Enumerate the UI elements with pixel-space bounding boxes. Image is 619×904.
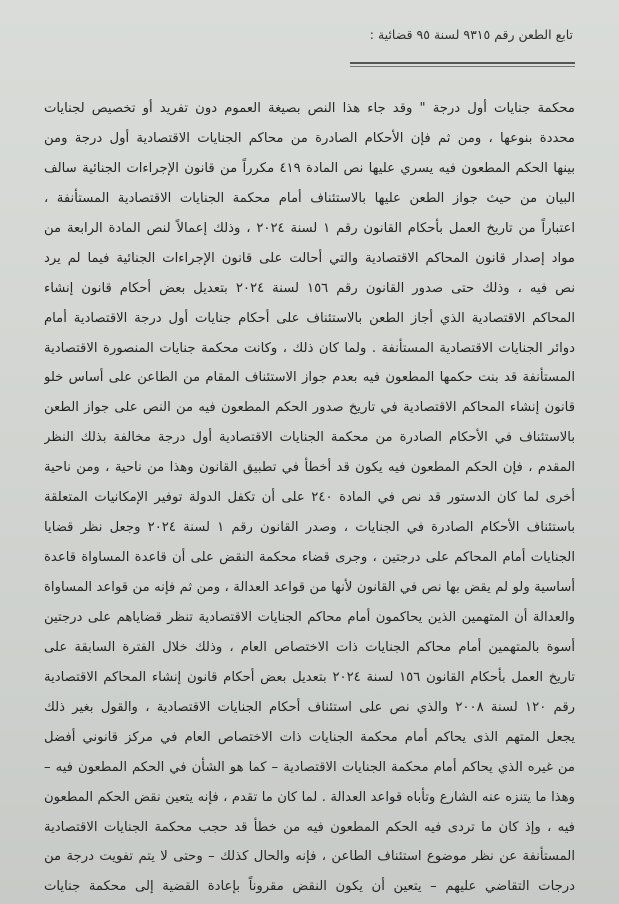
judgment-body-text xyxy=(44,94,575,902)
text-line: درجات التقاضي عليهم – يتعين أن يكون النقض مقروناً بإعادة القضية إلى محكمة جنايات xyxy=(44,879,575,895)
text-line: رقم ١٢٠ لسنة ٢٠٠٨ والذي نص على استئناف أحكام الجنايات الاقتصادية ، والقول بغير ذلك xyxy=(44,699,575,715)
text-line: محكمة جنايات أول درجة " وقد جاء هذا النص بصيغة العموم دون تفريد أو تخصيص لجنايات xyxy=(44,101,575,116)
case-continuation-header: تابع الطعن رقم ٩٣١٥ لسنة ٩٥ قضائية : xyxy=(369,27,573,42)
text-line: نص فيه ، وذلك حتى صدور القانون رقم ١٥٦ لسنة ٢٠٢٤ بتعديل بعض أحكام قانون إنشاء xyxy=(44,280,575,296)
text-line: فيه ، وإذ كان ما تردى فيه الحكم المطعون فيه من خطأ قد حجب محكمة الجنايات الاقتصادية xyxy=(44,819,575,835)
text-line: قانون إنشاء المحاكم الاقتصادية في تاريخ صدور الحكم المطعون فيه من النص على جواز الطعن xyxy=(44,400,575,416)
text-line: المستأنفة قد بنت حكمها المطعون فيه بعدم جواز الاستئناف المقام من الطاعن على أساس خلو xyxy=(44,370,575,386)
text-line: المقدم ، فإن الحكم المطعون فيه يكون قد أخطأ في تطبيق القانون وهذا من ناحية ، ومن ناحية xyxy=(44,460,575,476)
text-line: والعدالة أن المتهمين الذين يحاكمون أمام محاكم الجنايات الاقتصادية تنظر قضاياهم على درجتين xyxy=(44,609,575,625)
text-line: من غيره الذي يحاكم أمام محكمة الجنايات الاقتصادية – كما هو الشأن في الحكم المطعون فيه – xyxy=(44,759,575,775)
text-line: تاريخ العمل بأحكام القانون ١٥٦ لسنة ٢٠٢٤ بتعديل بعض أحكام قانون إنشاء المحاكم الاقتصادية xyxy=(44,669,575,685)
text-line: أسوة بالمتهمين أمام محاكم الجنايات ذات الاختصاص العام ، وذلك خلال الفترة السابقة على xyxy=(44,639,575,655)
text-line: اعتباراً من تاريخ العمل بأحكام القانون رقم ١ لسنة ٢٠٢٤ ، وذلك إعمالاً لنص المادة الرابعة من xyxy=(44,220,575,236)
text-line: يجعل المتهم الذى يحاكم أمام محكمة الجنايات ذات الاختصاص العام في مركز قانوني أفضل xyxy=(44,729,575,745)
text-line: أساسية ولو لم يقض بها نص في القانون لأنها من قواعد العدالة ، ومن ثم فإنه من قواعد المساواة xyxy=(44,580,575,595)
text-line: بالاستئناف في الأحكام الصادرة من محكمة الجنايات الاقتصادية أول درجة مخالفة بذلك النظر xyxy=(44,430,575,446)
text-line: مواد إصدار قانون المحاكم الاقتصادية والتي أحالت على قانون الإجراءات الجنائية فيما لم يرد xyxy=(44,250,575,266)
text-line: أخرى لما كان الدستور قد نص في المادة ٢٤٠ على أن تكفل الدولة توفير الإمكانيات المتعلقة xyxy=(44,490,575,506)
text-line: باستئناف الأحكام الصادرة في الجنايات ، وصدر القانون رقم ١ لسنة ٢٠٢٤ وجعل نظر قضايا xyxy=(44,520,575,536)
text-line: الجنايات أمام المحاكم على درجتين ، وجرى قضاء محكمة النقض على أن قاعدة المساواة قاعدة xyxy=(44,550,575,566)
text-line: المستأنفة عن نظر موضوع استئناف الطاعن ، فإنه والحال كذلك – وحتى لا يتم تفويت درجة من xyxy=(44,849,575,865)
text-line: بينها الحكم المطعون فيه يسري عليها نص المادة ٤١٩ مكرراً من قانون الإجراءات الجنائية سالف xyxy=(44,160,575,176)
header-double-rule xyxy=(350,62,575,67)
text-line: وهذا ما يتنزه عنه الشارع وتأباه قواعد العدالة . لما كان ما تقدم ، فإنه يتعين نقض الحكم المطعون xyxy=(44,789,575,805)
text-line: المحاكم الاقتصادية الذي أجاز الطعن بالاستئناف على أحكام جنايات أول درجة الاقتصادية أمام xyxy=(44,310,575,326)
text-line: محددة بنوعها ، ومن ثم فإن الأحكام الصادرة من محاكم الجنايات الاقتصادية أول درجة ومن xyxy=(44,130,575,146)
text-line: دوائر الجنايات الاقتصادية المستأنفة . ولما كان ذلك ، وكانت محكمة جنايات المنصورة الاقتصادية xyxy=(44,340,575,356)
text-line: البيان من حيث جواز الطعن عليها بالاستئناف أمام محكمة الجنايات الاقتصادية المستأنفة ، xyxy=(44,190,575,206)
